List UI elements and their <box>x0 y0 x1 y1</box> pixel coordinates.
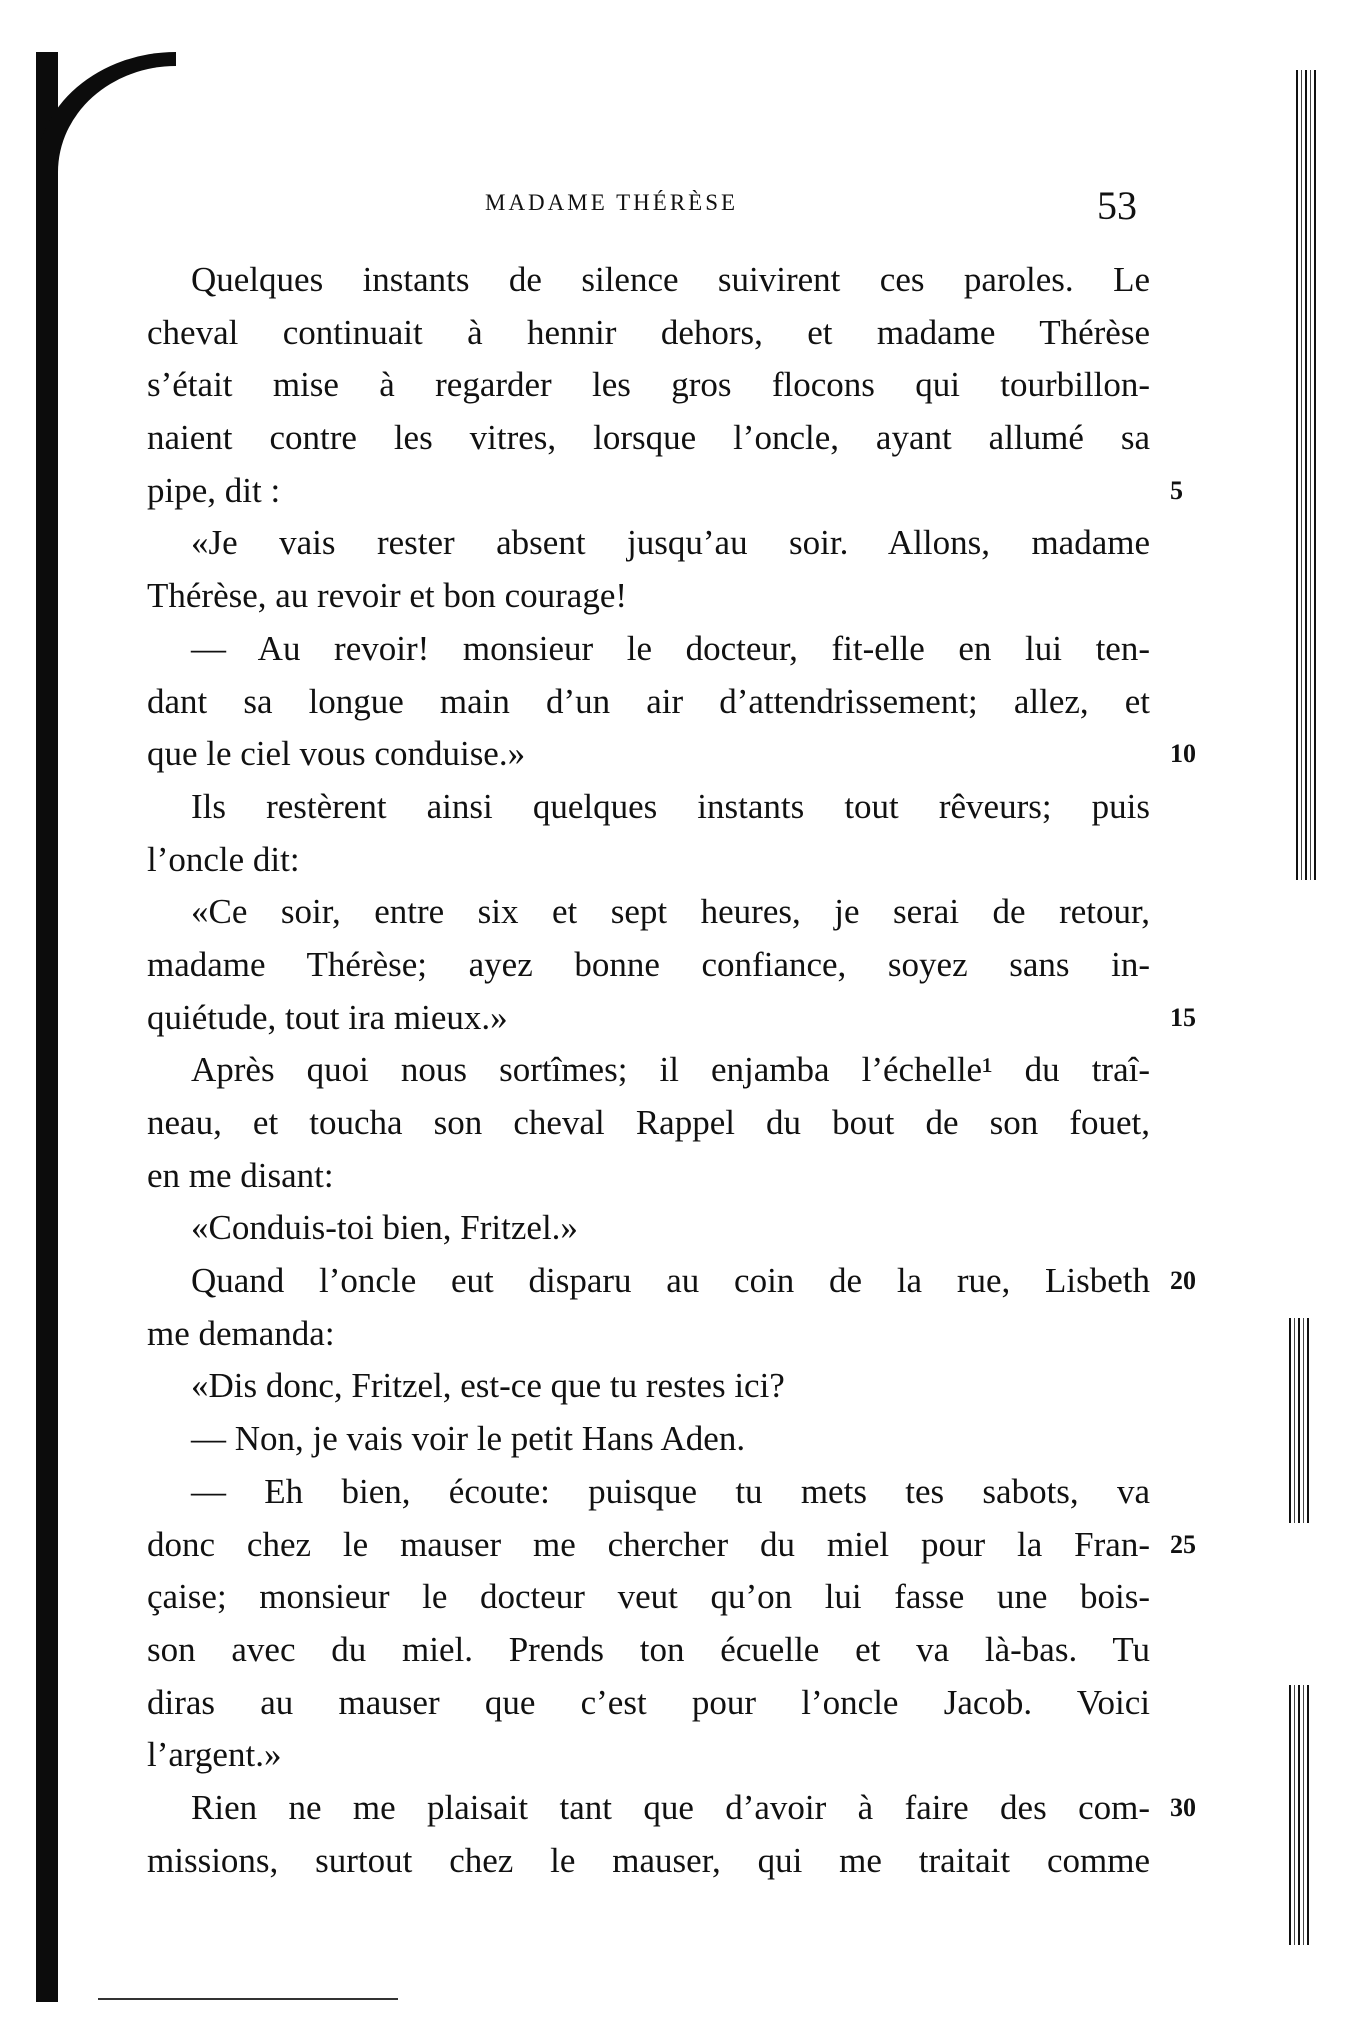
line-text: l’oncle dit: <box>147 839 300 879</box>
text-line <box>147 1782 1196 1835</box>
line-text: «Je vais rester absent jusqu’au soir. Allons, madame <box>191 523 1150 563</box>
running-head-title: MADAME THÉRÈSE <box>485 190 739 215</box>
text-line <box>147 1255 1196 1308</box>
line-text: Après quoi nous sortîmes; il enjamba l’échelle¹ du traî- <box>191 1050 1150 1090</box>
running-head <box>147 180 1147 236</box>
text-line <box>147 676 1150 729</box>
text-line <box>147 886 1150 939</box>
scan-streak <box>1296 70 1316 880</box>
text-line <box>147 1202 1150 1255</box>
line-text: l’argent.» <box>147 1735 282 1775</box>
text-line <box>147 1835 1150 1888</box>
line-text: cheval continuait à hennir dehors, et madame Thérèse <box>147 312 1150 352</box>
line-text: en me disant: <box>147 1155 334 1195</box>
line-text: me demanda: <box>147 1313 335 1353</box>
text-line <box>147 992 1196 1045</box>
text-line <box>147 517 1150 570</box>
line-number: 30 <box>1170 1792 1196 1822</box>
line-text: — Non, je vais voir le petit Hans Aden. <box>191 1419 746 1459</box>
line-text: Thérèse, au revoir et bon courage! <box>147 576 628 616</box>
line-text: pipe, dit : <box>147 470 281 510</box>
text-line <box>147 570 1150 623</box>
line-text: — Au revoir! monsieur le docteur, fit-elle en lui ten- <box>191 628 1150 668</box>
line-text: donc chez le mauser me chercher du miel pour la Fran- <box>147 1524 1150 1564</box>
text-line <box>147 781 1150 834</box>
line-text: madame Thérèse; ayez bonne confiance, soyez sans in- <box>147 944 1150 984</box>
text-line <box>147 1413 1150 1466</box>
line-text: quiétude, tout ira mieux.» <box>147 997 508 1037</box>
line-text: «Conduis-toi bien, Fritzel.» <box>191 1208 578 1248</box>
line-text: — Eh bien, écoute: puisque tu mets tes sabots, va <box>191 1471 1150 1511</box>
text-line <box>147 465 1183 518</box>
line-text: diras au mauser que c’est pour l’oncle Jacob. Voici <box>147 1682 1150 1722</box>
binding-bottom-rule <box>98 1998 398 2000</box>
scan-streak <box>1289 1318 1309 1523</box>
line-number: 5 <box>1170 475 1183 505</box>
line-number: 10 <box>1170 739 1196 769</box>
text-line <box>147 1308 1150 1361</box>
line-text: missions, surtout chez le mauser, qui me traitait comme <box>147 1840 1150 1880</box>
text-line <box>147 834 1150 887</box>
line-number: 25 <box>1170 1529 1196 1559</box>
line-text: Quand l’oncle eut disparu au coin de la rue, Lisbeth <box>191 1261 1150 1301</box>
line-number: 20 <box>1170 1266 1196 1296</box>
text-line <box>147 1097 1150 1150</box>
text-line <box>147 1360 1150 1413</box>
text-line <box>147 1677 1150 1730</box>
line-text: «Ce soir, entre six et sept heures, je serai de retour, <box>191 892 1150 932</box>
line-text: Quelques instants de silence suivirent ces paroles. Le <box>191 260 1150 299</box>
text-line <box>147 1044 1150 1097</box>
line-text: Rien ne me plaisait tant que d’avoir à faire des com- <box>191 1787 1150 1827</box>
text-body <box>147 254 1196 1887</box>
line-text: «Dis donc, Fritzel, est-ce que tu restes ici? <box>191 1366 785 1406</box>
text-line <box>147 359 1150 412</box>
page-number: 53 <box>1097 183 1137 228</box>
line-number: 15 <box>1170 1002 1196 1032</box>
text-line <box>147 307 1150 360</box>
text-line <box>147 412 1150 465</box>
text-line <box>147 254 1150 307</box>
line-text: naient contre les vitres, lorsque l’oncle, ayant allumé sa <box>147 418 1150 458</box>
scan-streak <box>1289 1685 1309 1945</box>
line-text: dant sa longue main d’un air d’attendrissement; allez, et <box>147 681 1150 721</box>
line-text: çaise; monsieur le docteur veut qu’on lui fasse une bois- <box>147 1577 1150 1617</box>
line-text: que le ciel vous conduise.» <box>147 734 526 774</box>
text-line <box>147 939 1150 992</box>
text-line <box>147 1150 1150 1203</box>
line-text: Ils restèrent ainsi quelques instants tout rêveurs; puis <box>191 786 1150 826</box>
text-line <box>147 1624 1150 1677</box>
text-line <box>147 1519 1196 1572</box>
binding-curl <box>36 52 176 172</box>
line-text: s’était mise à regarder les gros flocons qui tourbillon- <box>147 365 1150 405</box>
text-line <box>147 1571 1150 1624</box>
line-text: son avec du miel. Prends ton écuelle et va là-bas. Tu <box>147 1629 1150 1669</box>
text-line <box>147 623 1150 676</box>
text-line <box>147 728 1196 781</box>
line-text: neau, et toucha son cheval Rappel du bout de son fouet, <box>147 1103 1150 1142</box>
text-line <box>147 1729 1150 1782</box>
binding-edge <box>36 52 58 2002</box>
text-line <box>147 1466 1150 1519</box>
